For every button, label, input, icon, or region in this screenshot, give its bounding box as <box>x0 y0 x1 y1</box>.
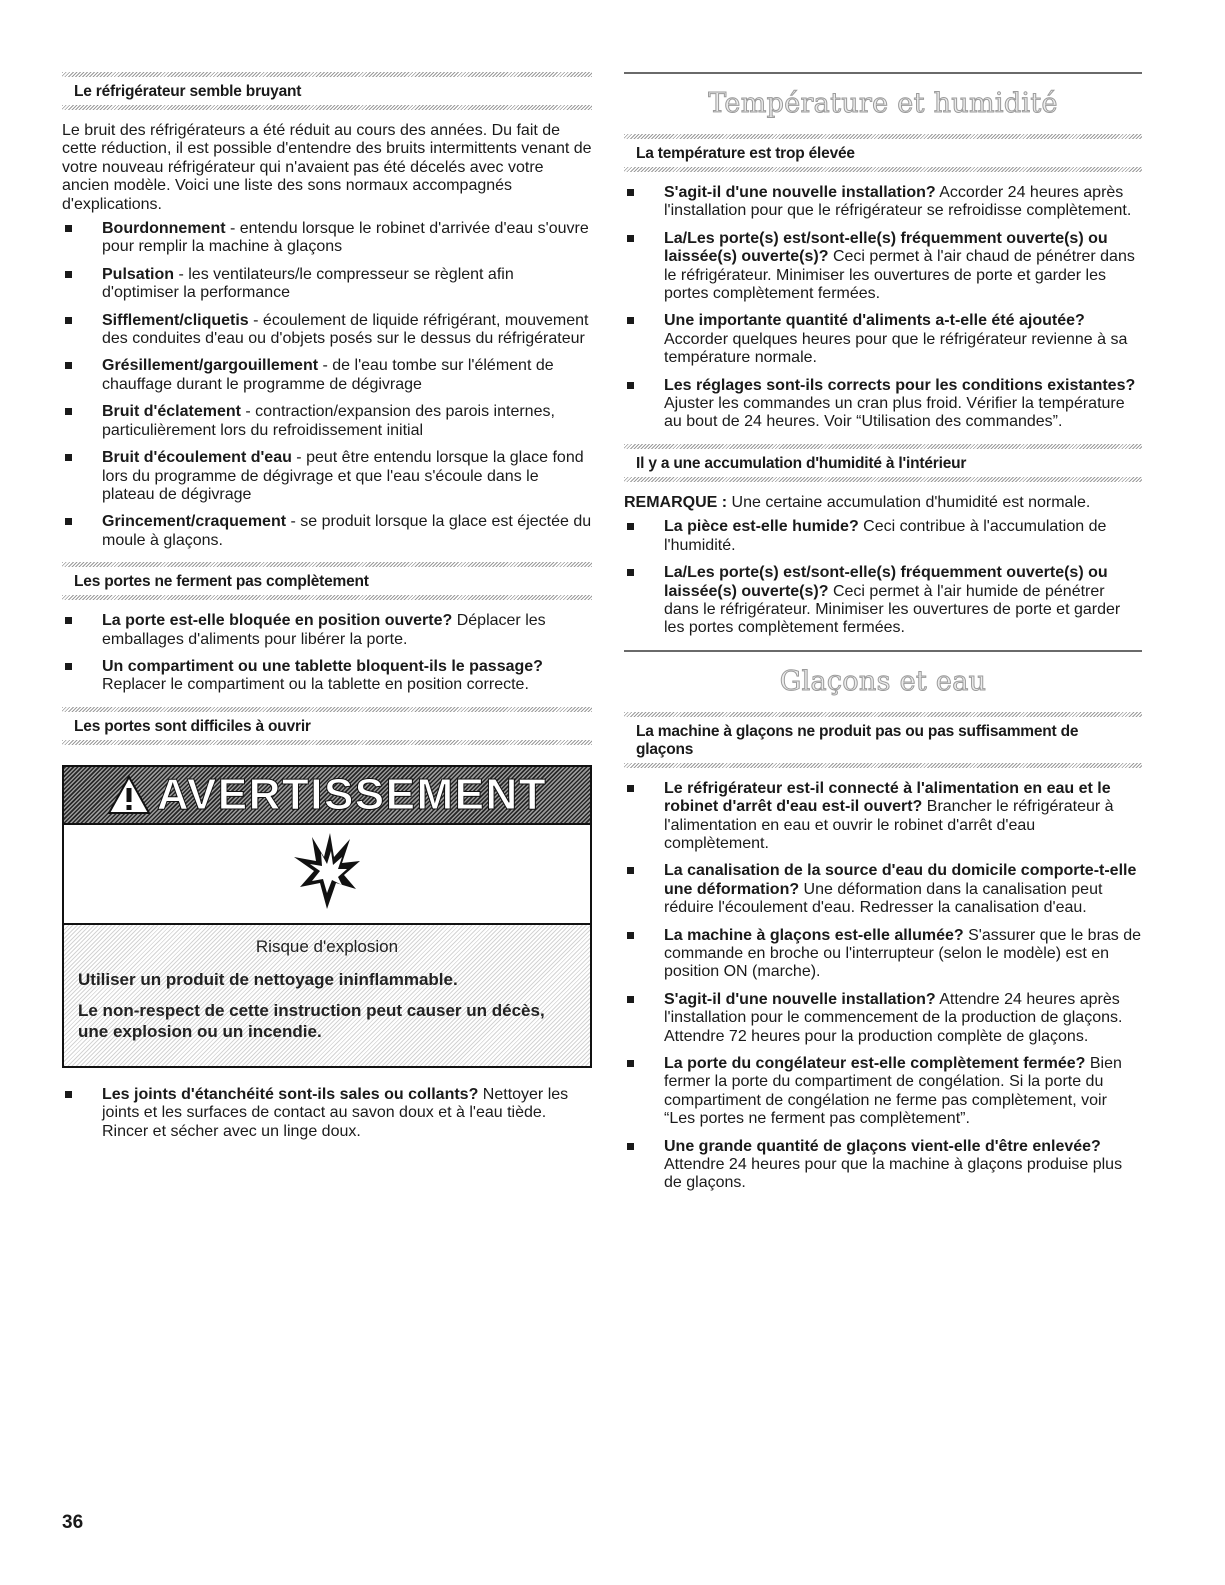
list-item: La/Les porte(s) est/sont-elle(s) fréquemment ouverte(s) ou laissée(s) ouverte(s)? Ceci permet à l'air humide de pénétrer dans le réfrigérateur. Minimiser les ouvertures de porte et garder les portes complètement fermées. <box>624 564 1142 638</box>
warning-risk: Risque d'explosion <box>255 936 399 956</box>
list-item: S'agit-il d'une nouvelle installation? Attendre 24 heures après l'installation pour le commencement de la production de glaçons. Attendre 72 heures pour la production complète de glaçons. <box>624 991 1142 1046</box>
warning-header <box>64 767 590 825</box>
section-heading-temp-high: La température est trop élevée <box>624 134 1142 172</box>
section-heading-doors-hard: Les portes sont difficiles à ouvrir <box>62 707 592 745</box>
warning-triangle-icon <box>107 775 151 815</box>
explosion-icon <box>292 831 362 916</box>
warning-consequence: Le non-respect de cette instruction peut causer un décès, une explosion ou un incendie. <box>78 1000 545 1041</box>
list-item: Bourdonnement - entendu lorsque le robinet d'arrivée d'eau s'ouvre pour remplir la machine à glaçons <box>62 220 592 257</box>
list-item: Le réfrigérateur est-il connecté à l'alimentation en eau et le robinet d'arrêt d'eau est-il ouvert? Brancher le réfrigérateur à l'alimentation en eau et ouvrir le robinet d'arrêt d'eau complètement. <box>624 780 1142 854</box>
doors-not-closing-list <box>62 612 592 695</box>
explosion-icon-row <box>64 825 590 925</box>
list-item: Sifflement/cliquetis - écoulement de liquide réfrigérant, mouvement des conduites d'eau ou d'objets posés sur le dessus du réfrigérateur <box>62 312 592 349</box>
section-title-ice: Glaçons et eau <box>624 650 1142 710</box>
section-heading-ice: La machine à glaçons ne produit pas ou pas suffisamment de glaçons <box>624 712 1142 768</box>
humidity-list <box>624 518 1142 637</box>
list-item: La porte du congélateur est-elle complètement fermée? Bien fermer la porte du compartiment de congélation. Si la porte du compartiment de congélation ne ferme pas complètement, voir “Les portes ne ferment pas complètement”. <box>624 1055 1142 1129</box>
section-heading-doors-not-closing: Les portes ne ferment pas complètement <box>62 562 592 600</box>
warning-box <box>62 765 592 1068</box>
doors-hard-list <box>62 1086 592 1141</box>
list-item: La porte est-elle bloquée en position ouverte? Déplacer les emballages d'aliments pour libérer la porte. <box>62 612 592 649</box>
list-item: Pulsation - les ventilateurs/le compresseur se règlent afin d'optimiser la performance <box>62 266 592 303</box>
humidity-note: REMARQUE : Une certaine accumulation d'humidité est normale. <box>624 493 1091 511</box>
list-item: La pièce est-elle humide? Ceci contribue à l'accumulation de l'humidité. <box>624 518 1142 555</box>
list-item: Une importante quantité d'aliments a-t-elle été ajoutée? Accorder quelques heures pour que le réfrigérateur revienne à sa température normale. <box>624 312 1142 367</box>
section-heading-noise: Le réfrigérateur semble bruyant <box>62 72 592 110</box>
list-item: Bruit d'éclatement - contraction/expansion des parois internes, particulièrement lors du refroidissement initial <box>62 403 592 440</box>
temp-high-list <box>624 184 1142 432</box>
list-item: Les réglages sont-ils corrects pour les conditions existantes? Ajuster les commandes un cran plus froid. Vérifier la température au bout de 24 heures. Voir “Utilisation des commandes”. <box>624 377 1142 432</box>
warning-title: AVERTISSEMENT <box>156 769 548 819</box>
list-item: Un compartiment ou une tablette bloquent-ils le passage? Replacer le compartiment ou la tablette en position correcte. <box>62 658 592 695</box>
list-item: La canalisation de la source d'eau du domicile comporte-t-elle une déformation? Une déformation dans la canalisation peut réduire l'écoulement d'eau. Redresser la canalisation d'eau. <box>624 862 1142 917</box>
list-item: Une grande quantité de glaçons vient-elle d'être enlevée? Attendre 24 heures pour que la machine à glaçons produise plus de glaçons. <box>624 1138 1142 1193</box>
list-item: S'agit-il d'une nouvelle installation? Accorder 24 heures après l'installation pour que le réfrigérateur se refroidisse complètement. <box>624 184 1142 221</box>
list-item: La machine à glaçons est-elle allumée? S'assurer que le bras de commande en broche ou l'interrupteur (selon le modèle) est en position ON (marche). <box>624 927 1142 982</box>
list-item: La/Les porte(s) est/sont-elle(s) fréquemment ouverte(s) ou laissée(s) ouverte(s)? Ceci permet à l'air chaud de pénétrer dans le réfrigérateur. Minimiser les ouvertures de porte et garder les portes complètement fermées. <box>624 230 1142 304</box>
left-column <box>62 72 592 1153</box>
list-item: Bruit d'écoulement d'eau - peut être entendu lorsque la glace fond lors du programme de dégivrage et que l'eau s'écoule dans le plateau de dégivrage <box>62 449 592 504</box>
list-item: Grésillement/gargouillement - de l'eau tombe sur l'élément de chauffage durant le programme de dégivrage <box>62 357 592 394</box>
section-heading-humidity: Il y a une accumulation d'humidité à l'intérieur <box>624 444 1142 482</box>
noise-intro: Le bruit des réfrigérateurs a été réduit au cours des années. Du fait de cette réduction, il est possible d'entendre des bruits intermittents venant de votre nouveau réfrigérateur qui n'avaient pas été décelés avec votre ancien modèle. Voici une liste des sons normaux accompagnés d'explications. <box>62 122 592 213</box>
list-item: Grincement/craquement - se produit lorsque la glace est éjectée du moule à glaçons. <box>62 513 592 550</box>
warning-instruction: Utiliser un produit de nettoyage ininflammable. <box>78 969 458 989</box>
list-item: Les joints d'étanchéité sont-ils sales ou collants? Nettoyer les joints et les surfaces de contact au savon doux et à l'eau tiède. Rincer et sécher avec un linge doux. <box>62 1086 592 1141</box>
section-title-temperature: Température et humidité <box>624 72 1142 132</box>
noise-list <box>62 220 592 550</box>
page-number: 36 <box>62 1512 84 1533</box>
warning-body <box>64 925 590 1066</box>
ice-list <box>624 780 1142 1193</box>
right-column <box>624 72 1142 1205</box>
